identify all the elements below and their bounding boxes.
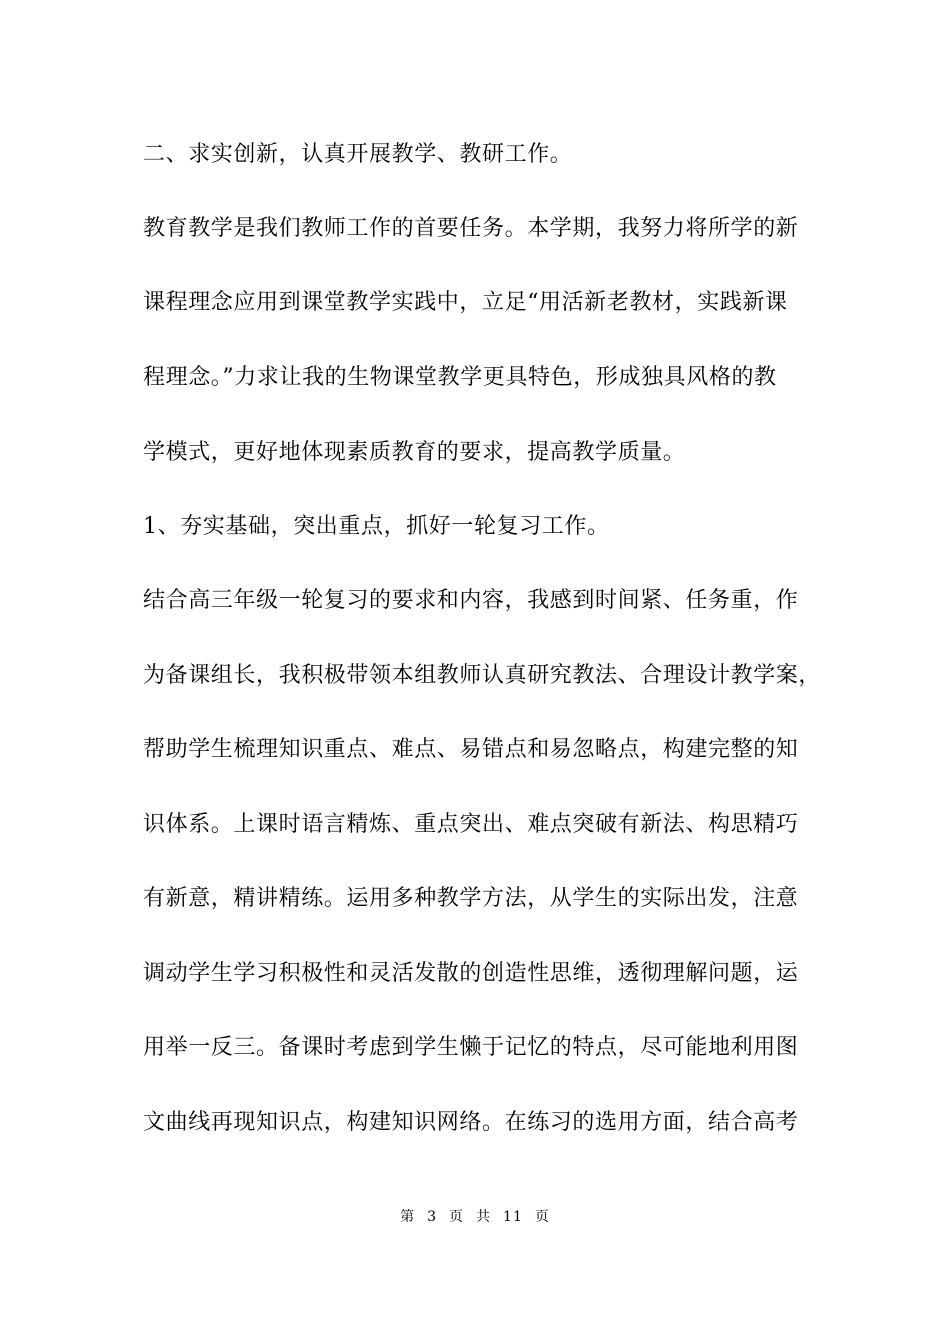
page-number-footer: [0, 1208, 950, 1226]
paragraph-line: 为备课组长，我积极带领本组教师认真研究教法、合理设计教学案，: [143, 663, 822, 688]
subsection-heading: 1、夯实基础，突出重点，抓好一轮复习工作。: [143, 514, 610, 539]
paragraph-line: 程理念。”力求让我的生物课堂教学更具特色，形成独具风格的教: [143, 365, 777, 390]
footer-total-prefix: 共: [476, 1209, 492, 1225]
section-heading: 二、求实创新，认真开展教学、教研工作。: [143, 142, 573, 167]
paragraph-line: 有新意，精讲精练。运用多种教学方法，从学生的实际出发，注意: [143, 886, 799, 911]
footer-page-suffix: 页: [534, 1209, 550, 1225]
paragraph-line: 教育教学是我们教师工作的首要任务。本学期，我努力将所学的新: [143, 216, 799, 241]
paragraph-line: 调动学生学习积极性和灵活发散的创造性思维，透彻理解问题，运: [143, 961, 799, 986]
paragraph-line: 用举一反三。备课时考虑到学生懒于记忆的特点，尽可能地利用图: [143, 1035, 799, 1060]
paragraph-line: 课程理念应用到课堂教学实践中，立足“用活新老教材，实践新课: [143, 290, 788, 315]
footer-current-page: 3: [427, 1209, 438, 1225]
paragraph-line: 文曲线再现知识点，构建知识网络。在练习的选用方面，结合高考: [143, 1110, 799, 1135]
footer-total-pages: 11: [503, 1209, 523, 1225]
paragraph-line: 结合高三年级一轮复习的要求和内容，我感到时间紧、任务重，作: [143, 588, 799, 613]
paragraph-line: 识体系。上课时语言精炼、重点突出、难点突破有新法、构思精巧: [143, 812, 799, 837]
footer-page-prefix: 第: [400, 1209, 416, 1225]
paragraph-line: 学模式，更好地体现素质教育的要求，提高教学质量。: [143, 440, 686, 465]
paragraph-line: 帮助学生梳理知识重点、难点、易错点和易忽略点，构建完整的知: [143, 737, 799, 762]
footer-page-word: 页: [449, 1209, 465, 1225]
